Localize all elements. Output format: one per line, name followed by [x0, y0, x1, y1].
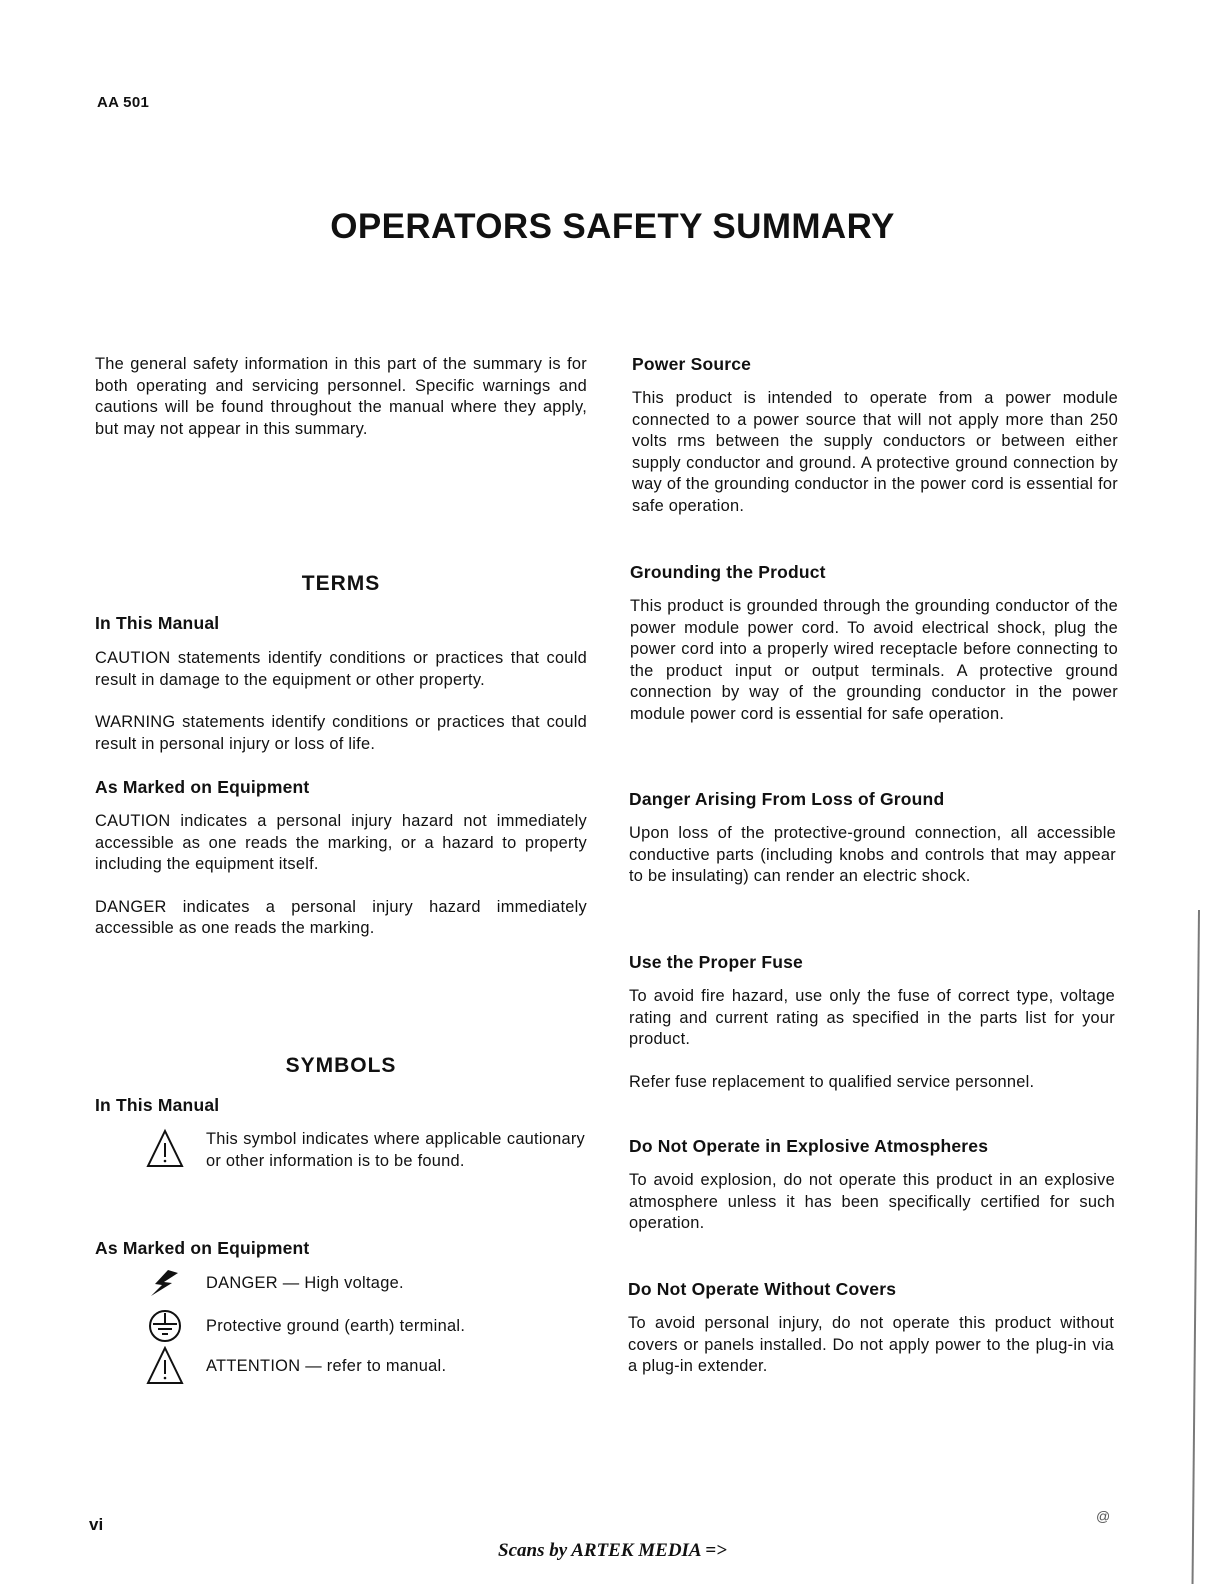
page-title: OPERATORS SAFETY SUMMARY [330, 207, 895, 246]
protective-ground-text: Protective ground (earth) terminal. [206, 1316, 466, 1335]
terms-in-manual [95, 612, 587, 755]
page-number: vi [89, 1515, 104, 1534]
high-voltage-text: DANGER — High voltage. [206, 1273, 404, 1292]
symbol-row-attention [145, 1346, 446, 1386]
symbol-row-protective-ground [145, 1306, 465, 1346]
section-grounding [630, 561, 1118, 726]
scan-edge-line [1192, 910, 1200, 1584]
grounding-paragraph: This product is grounded through the grounding conductor of the power module power cord. To avoid electrical shock, plug the power cord into a properly wired receptacle before connecting to the product input or output terminals. A protective ground connection by way of the grounding conductor in the power module power cord is essential for safe operation. [630, 597, 1118, 723]
without-covers-paragraph: To avoid personal injury, do not operate this product without covers or panels installed. Do not apply power to the plug-in via a plug-in extender. [628, 1314, 1114, 1376]
caution-triangle-icon [145, 1128, 185, 1170]
caution-symbol-description [206, 1129, 585, 1172]
attention-triangle-icon [145, 1346, 185, 1386]
terms-on-equipment-heading: As Marked on Equipment [95, 777, 310, 797]
terms-in-manual-heading: In This Manual [95, 613, 220, 633]
section-without-covers [628, 1278, 1114, 1378]
protective-ground-icon [145, 1306, 185, 1346]
scan-credit: Scans by ARTEK MEDIA => [498, 1540, 727, 1561]
explosive-atmospheres-paragraph: To avoid explosion, do not operate this product in an explosive atmosphere unless it has been specifically certified for such operation. [629, 1171, 1115, 1233]
symbols-in-manual-heading: In This Manual [95, 1095, 220, 1115]
section-proper-fuse [629, 951, 1115, 1093]
explosive-atmospheres-heading: Do Not Operate in Explosive Atmospheres [629, 1136, 989, 1156]
caution-symbol-text: This symbol indicates where applicable cautionary or other information is to be found. [206, 1130, 585, 1170]
attention-text: ATTENTION — refer to manual. [206, 1356, 447, 1375]
section-power-source [632, 353, 1118, 518]
power-source-heading: Power Source [632, 354, 752, 374]
copyright-mark: @ [1096, 1508, 1111, 1524]
warning-definition: WARNING statements identify conditions or practices that could result in personal injury or loss of life. [95, 713, 587, 753]
high-voltage-icon [145, 1263, 185, 1303]
section-explosive-atmospheres [629, 1135, 1115, 1235]
proper-fuse-paragraph: To avoid fire hazard, use only the fuse of correct type, voltage rating and current rating as specified in the parts list for your product. [629, 987, 1115, 1049]
loss-of-ground-heading: Danger Arising From Loss of Ground [629, 789, 945, 809]
section-loss-of-ground [629, 788, 1116, 888]
intro-paragraph: The general safety information in this part of the summary is for both operating and servicing personnel. Specific warnings and cautions will be found throughout the manual where they apply, but may not appear in this summary. [95, 355, 587, 438]
intro-block [95, 354, 587, 440]
fuse-replacement-paragraph: Refer fuse replacement to qualified service personnel. [629, 1072, 1035, 1091]
document-id: AA 501 [97, 94, 150, 111]
symbols-in-manual [95, 1094, 587, 1116]
loss-of-ground-paragraph: Upon loss of the protective-ground connection, all accessible conductive parts (including knobs and controls that may appear to be insulating) can render an electric shock. [629, 824, 1116, 886]
equipment-caution-definition: CAUTION indicates a personal injury hazard not immediately accessible as one reads the marking, or a hazard to property including the equipment itself. [95, 812, 587, 874]
grounding-heading: Grounding the Product [630, 562, 826, 582]
without-covers-heading: Do Not Operate Without Covers [628, 1279, 897, 1299]
symbols-on-equipment-heading: As Marked on Equipment [95, 1238, 310, 1258]
power-source-paragraph: This product is intended to operate from a power module connected to a power source that will not apply more than 250 volts rms between the supply conductors or between either supply conductor and ground. A protective ground connection by way of the grounding conductor in the power cord is essential for safe operation. [632, 389, 1118, 515]
proper-fuse-heading: Use the Proper Fuse [629, 952, 803, 972]
equipment-danger-definition: DANGER indicates a personal injury hazard immediately accessible as one reads the marking. [95, 897, 587, 938]
symbols-on-equipment [95, 1237, 587, 1259]
terms-on-equipment [95, 776, 587, 940]
symbol-row-high-voltage [145, 1263, 404, 1303]
terms-heading: TERMS [301, 572, 381, 595]
caution-definition: CAUTION statements identify conditions or practices that could result in damage to the equipment or other property. [95, 649, 587, 689]
symbols-heading: SYMBOLS [285, 1054, 397, 1077]
